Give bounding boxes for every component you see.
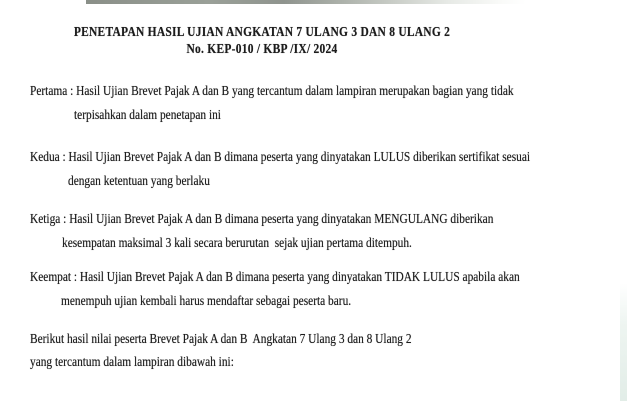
clause-keempat-line2: menempuh ujian kembali harus mendaftar sebagai peserta baru. [61, 293, 352, 308]
closing-statement-line1: Berikut hasil nilai peserta Brevet Pajak A dan B Angkatan 7 Ulang 3 dan 8 Ulang 2 [30, 331, 412, 346]
clause-keempat-line1: Keempat : Hasil Ujian Brevet Pajak A dan B dimana peserta yang dinyatakan TIDAK LULUS apabila akan [30, 269, 520, 284]
clause-kedua [30, 145, 618, 193]
document-title-line1: PENETAPAN HASIL UJIAN ANGKATAN 7 ULANG 3 DAN 8 ULANG 2 [73, 24, 451, 39]
clause-ketiga-line2: kesempatan maksimal 3 kali secara berurutan sejak ujian pertama ditempuh. [62, 235, 412, 250]
clause-ketiga [30, 207, 575, 255]
scan-artifact-right-strip [620, 283, 627, 401]
clause-pertama-line1: Pertama : Hasil Ujian Brevet Pajak A dan B yang tercantum dalam lampiran merupakan bagian yang tidak [30, 83, 514, 98]
clause-pertama [30, 79, 599, 127]
closing-statement-line2: yang tercantum dalam lampiran dibawah ini: [30, 354, 234, 369]
clause-ketiga-line1: Ketiga : Hasil Ujian Brevet Pajak A dan B dimana peserta yang dinyatakan MENGULANG diberikan [30, 211, 494, 226]
document-title [31, 24, 493, 57]
decree-number: No. KEP-010 / KBP /IX/ 2024 [186, 40, 338, 56]
clause-kedua-line1: Kedua : Hasil Ujian Brevet Pajak A dan B dimana peserta yang dinyatakan LULUS diberikan sertifikat sesuai [30, 149, 531, 164]
clause-kedua-line2: dengan ketentuan yang berlaku [68, 173, 210, 188]
scan-artifact-top-strip [86, 0, 526, 4]
closing-statement [30, 327, 479, 373]
clause-keempat [30, 265, 606, 313]
clause-pertama-line2: terpisahkan dalam penetapan ini [74, 107, 221, 122]
